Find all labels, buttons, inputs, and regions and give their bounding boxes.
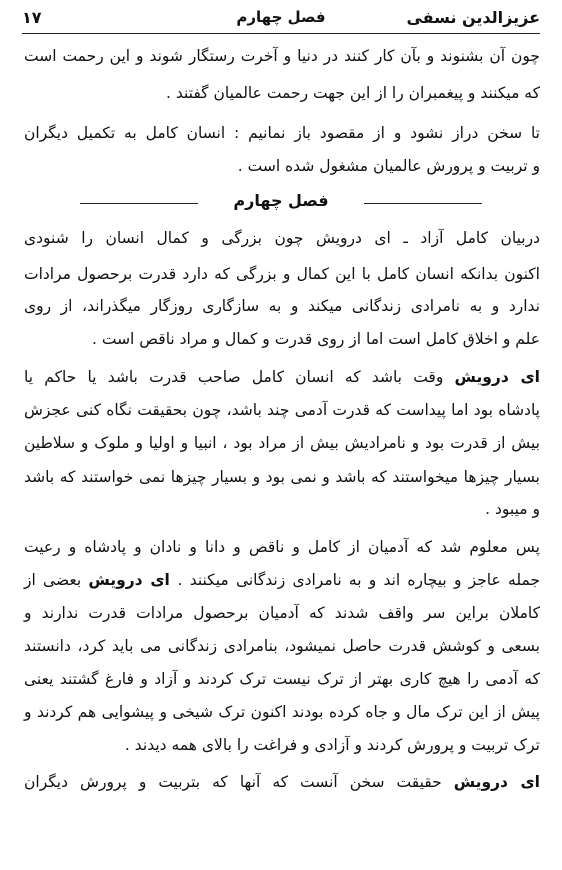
separator-rule-right xyxy=(364,203,482,204)
text-line xyxy=(24,770,540,794)
text-line: و تربیت و پرورش عالمیان مشغول شده است . xyxy=(237,157,540,175)
text-line: کاملان براین سر واقف شدند که آدمیان برحصول مرادات قدرت ندارند و xyxy=(24,604,540,622)
text-line: تا سخن دراز نشود و از مقصود باز نمانیم : انسان کامل به تکمیل دیگران xyxy=(24,124,540,142)
text-line xyxy=(24,568,540,592)
line-text: حقیقت سخن آنست که آنها که بتربیت و پرورش دیگران xyxy=(24,773,454,791)
text-line: بیش از قدرت بود و نامرادیش بیش از مراد بود ، انبیا و اولیا و ملوک و سلاطین xyxy=(24,434,540,452)
text-line: و میبود . xyxy=(485,500,540,518)
running-header xyxy=(22,6,540,32)
text-line: پس معلوم شد که آدمیان از کامل و ناقص و دانا و نادان و پادشاه و رعیت xyxy=(24,538,540,556)
text-line: پادشاه بود اما پیداست که قدرت آدمی چند باشد، چون بحقیقت نگاه کنی عجزش xyxy=(24,401,540,419)
separator-rule-left xyxy=(80,203,198,204)
header-chapter-title: فصل چهارم xyxy=(236,8,326,26)
emphasis-phrase: ای درویش xyxy=(88,571,178,589)
text-line: دربیان کامل آزاد ـ ای درویش چون بزرگی و کمال انسان را شنودی xyxy=(24,229,540,247)
text-line: چون آن بشنوند و بآن کار کنند در دنیا و آخرت رستگار شوند و این رحمت است xyxy=(24,47,540,65)
text-line: بسیار چیزها میخواستند که باشد و نمی بود و بسیار چیزها نمی خواستند که باشد xyxy=(24,468,540,486)
line-text: جمله عاجز و بیچاره اند و به نامرادی زندگانی میکنند . xyxy=(177,571,540,589)
text-line: که آدمی را هیچ کاری بهتر از ترک نیست ترک کردند و آزاد و فارغ گشتند یعنی xyxy=(24,670,540,688)
text-line: ترک تربیت و پرورش کردند و آزادی و فراغت را بالای همه دیدند . xyxy=(124,736,540,754)
section-heading: فصل چهارم xyxy=(233,191,329,210)
emphasis-phrase: ای درویش xyxy=(453,773,540,791)
text-line: که میکنند و پیغمبران را از این جهت رحمت عالمیان گفتند . xyxy=(165,84,540,102)
line-text: وقت باشد که انسان کامل صاحب قدرت باشد یا حاکم یا xyxy=(24,368,455,386)
section-separator xyxy=(80,191,482,215)
text-line: پیش از این ترک مال و جاه کرده بودند اکنون ترک شیخی و پیشوایی هم کردند و xyxy=(24,703,540,721)
text-line xyxy=(24,365,540,389)
page-number: ۱۷ xyxy=(22,8,42,27)
text-line: علم و اخلاق کامل است اما از روی قدرت و کمال و مراد ناقص است . xyxy=(92,330,540,348)
header-book-title: عزیزالدین نسفی xyxy=(406,8,540,27)
text-line: بسعی و کوشش قدرت حاصل نمیشود، بنامرادی زندگانی می باید کرد، دانستند xyxy=(24,637,540,655)
text-line: ندارد و به نامرادی زندگانی میکند و به سازگاری روزگار میگذراند، از روی xyxy=(24,297,540,315)
text-line: اکنون بدانکه انسان کامل با این کمال و بزرگی که دارد قدرت برحصول مرادات xyxy=(24,265,540,283)
line-text-tail: بعضی از xyxy=(24,571,89,589)
header-rule xyxy=(22,33,540,34)
emphasis-phrase: ای درویش xyxy=(454,368,540,386)
